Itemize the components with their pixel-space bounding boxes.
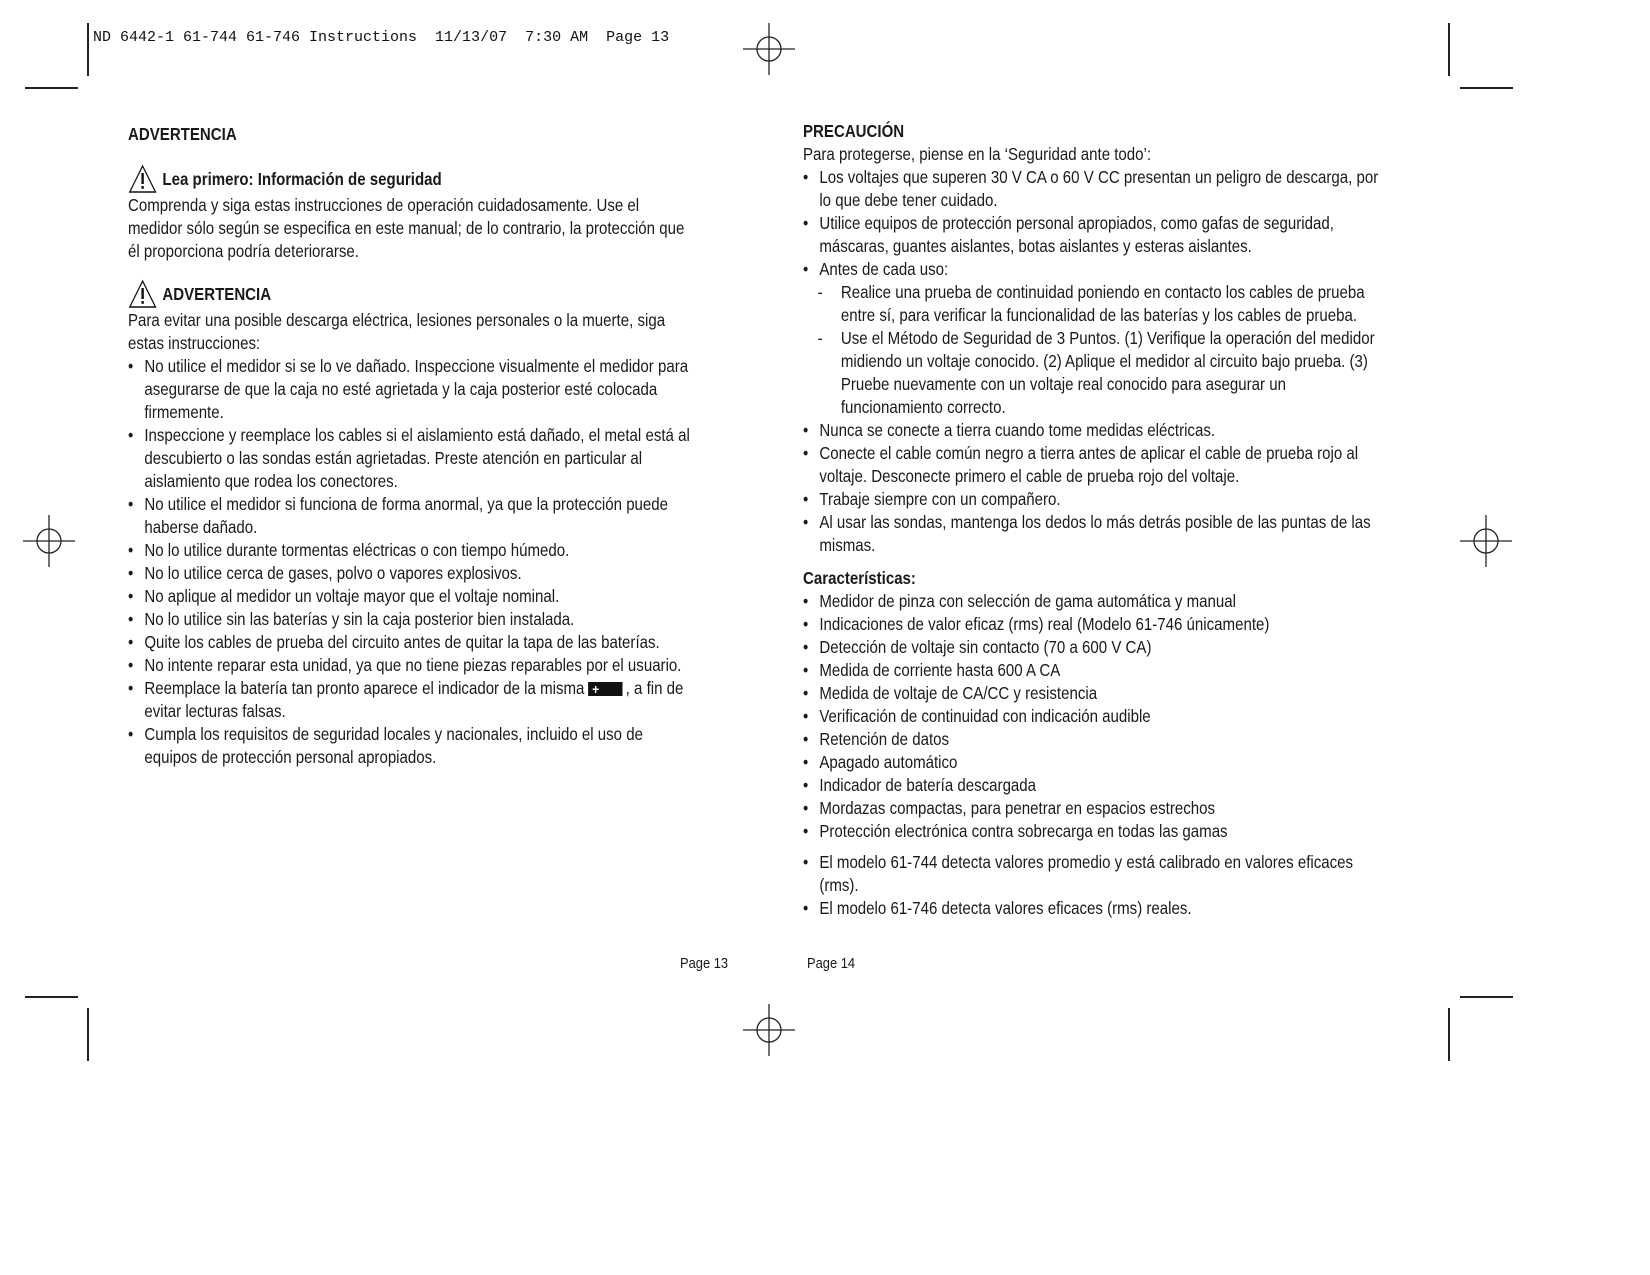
list-item: • Detección de voltaje sin contacto (70 a 600 V CA)	[803, 636, 1388, 659]
print-slug: ND 6442-1 61-744 61-746 Instructions 11/13/07 7:30 AM Page 13	[93, 29, 670, 46]
right-heading: PRECAUCIÓN	[803, 121, 905, 141]
safety-heading	[128, 164, 696, 194]
registration-mark-icon	[743, 1004, 795, 1056]
list-item: • Indicaciones de valor eficaz (rms) real (Modelo 61-746 únicamente)	[803, 613, 1388, 636]
crop-mark	[87, 1008, 89, 1061]
list-item: • Quite los cables de prueba del circuito antes de quitar la tapa de las baterías.	[128, 631, 696, 654]
battery-text-before: Reemplace la batería tan pronto aparece el indicador de la misma	[144, 678, 585, 698]
battery-text-after: , a fin de evitar lecturas falsas.	[144, 678, 684, 721]
crop-mark	[1460, 87, 1513, 89]
list-item: • Verificación de continuidad con indicación audible	[803, 705, 1388, 728]
crop-mark	[1448, 23, 1450, 76]
list-item-battery	[128, 677, 696, 723]
crop-mark	[1448, 1008, 1450, 1061]
registration-mark-icon	[23, 515, 75, 567]
warning-heading	[128, 279, 696, 309]
registration-mark-icon	[1460, 515, 1512, 567]
list-item: • No utilice el medidor si funciona de forma anormal, ya que la protección puede haberse dañado.	[128, 493, 696, 539]
crop-mark	[25, 996, 78, 998]
crop-mark	[25, 87, 78, 89]
list-item: • Medida de voltaje de CA/CC y resistencia	[803, 682, 1388, 705]
list-item: • Apagado automático	[803, 751, 1388, 774]
page-number-left: Page 13	[680, 955, 729, 972]
warning-list	[128, 355, 696, 769]
list-item: • Nunca se conecte a tierra cuando tome medidas eléctricas.	[803, 419, 1388, 442]
dash-item: - Use el Método de Seguridad de 3 Puntos. (1) Verifique la operación del medidor midiendo un voltaje conocido. (2) Aplique el medidor al circuito bajo prueba. (3) Pruebe nuevamente con un voltaje real conocido para asegurar un funcionamiento correcto.	[803, 327, 1388, 419]
features-list	[803, 590, 1388, 843]
warning-triangle-icon	[128, 164, 157, 194]
list-item: • Conecte el cable común negro a tierra antes de aplicar el cable de prueba rojo al voltaje. Desconecte primero el cable de prueba rojo del voltaje.	[803, 442, 1388, 488]
features-heading: Características:	[803, 568, 916, 588]
list-item: • No lo utilice sin las baterías y sin la caja posterior bien instalada.	[128, 608, 696, 631]
crop-mark	[87, 23, 89, 76]
list-item: • Indicador de batería descargada	[803, 774, 1388, 797]
left-page	[128, 120, 696, 769]
page-number-right: Page 14	[807, 955, 856, 972]
list-item: • Trabaje siempre con un compañero.	[803, 488, 1388, 511]
list-item: • No utilice el medidor si se lo ve dañado. Inspeccione visualmente el medidor para asegurarse de que la caja no esté agrietada y la caja posterior esté colocada firmemente.	[128, 355, 696, 424]
list-item: • Medidor de pinza con selección de gama automática y manual	[803, 590, 1388, 613]
list-item: • Protección electrónica contra sobrecarga en todas las gamas	[803, 820, 1388, 843]
safety-title: Lea primero: Información de seguridad	[162, 168, 442, 189]
registration-mark-icon	[743, 23, 795, 75]
crop-mark	[1460, 996, 1513, 998]
models-list	[803, 851, 1388, 920]
dash-item: - Realice una prueba de continuidad poniendo en contacto los cables de prueba entre sí, para verificar la funcionalidad de las baterías y los cables de prueba.	[803, 281, 1388, 327]
list-item: • Inspeccione y reemplace los cables si el aislamiento está dañado, el metal está al descubierto o las sondas están agrietadas. Preste atención en particular al aislamiento que rodea los conectores.	[128, 424, 696, 493]
list-item: • Los voltajes que superen 30 V CA o 60 V CC presentan un peligro de descarga, por lo que debe tener cuidado.	[803, 166, 1388, 212]
list-item: • No lo utilice durante tormentas eléctricas o con tiempo húmedo.	[128, 539, 696, 562]
caution-intro: Para protegerse, piense en la ‘Seguridad ante todo’:	[803, 144, 1152, 164]
list-item: • El modelo 61-744 detecta valores promedio y está calibrado en valores eficaces (rms).	[803, 851, 1388, 897]
safety-text: Comprenda y siga estas instrucciones de operación cuidadosamente. Use el medidor sólo según se especifica en este manual; de lo contrario, la protección que él proporciona podría deteriorarse.	[128, 195, 685, 261]
warning-title: ADVERTENCIA	[162, 283, 272, 304]
battery-icon	[588, 682, 622, 696]
caution-list	[803, 166, 1388, 557]
list-item: • No aplique al medidor un voltaje mayor que el voltaje nominal.	[128, 585, 696, 608]
right-page	[803, 120, 1388, 920]
list-item: • No lo utilice cerca de gases, polvo o vapores explosivos.	[128, 562, 696, 585]
warning-triangle-icon	[128, 279, 157, 309]
list-item: • Medida de corriente hasta 600 A CA	[803, 659, 1388, 682]
left-heading: ADVERTENCIA	[128, 124, 237, 144]
warning-intro: Para evitar una posible descarga eléctrica, lesiones personales o la muerte, siga estas instrucciones:	[128, 310, 666, 353]
list-item: • El modelo 61-746 detecta valores eficaces (rms) reales.	[803, 897, 1388, 920]
list-item: • Utilice equipos de protección personal apropiados, como gafas de seguridad, máscaras, guantes aislantes, botas aislantes y esteras aislantes.	[803, 212, 1388, 258]
list-item: • Antes de cada uso:	[803, 258, 1388, 281]
list-item: • Cumpla los requisitos de seguridad locales y nacionales, incluido el uso de equipos de protección personal apropiados.	[128, 723, 696, 769]
list-item: • Retención de datos	[803, 728, 1388, 751]
list-item: • Al usar las sondas, mantenga los dedos lo más detrás posible de las puntas de las mismas.	[803, 511, 1388, 557]
list-item: • No intente reparar esta unidad, ya que no tiene piezas reparables por el usuario.	[128, 654, 696, 677]
list-item: • Mordazas compactas, para penetrar en espacios estrechos	[803, 797, 1388, 820]
